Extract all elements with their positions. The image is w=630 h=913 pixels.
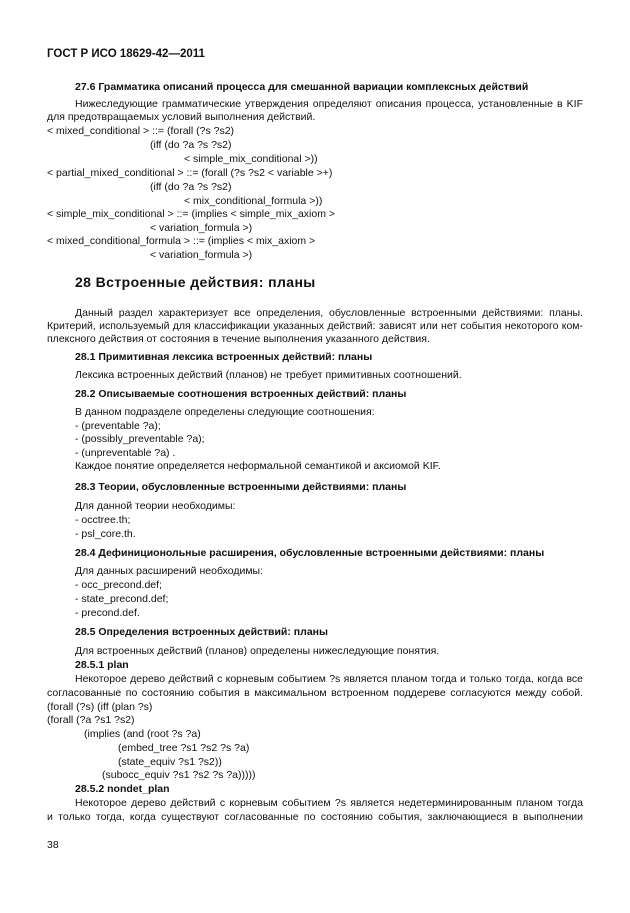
subsection-28-3-title: 28.3 Теории, обусловленные встроенными действиями: планы [75, 481, 407, 493]
grammar-line: < mixed_conditional_formula > ::= (implies < mix_axiom > [47, 235, 316, 247]
subsection-28-4-title: 28.4 Дефиниционольные расширения, обусловленные встроенными действиями: планы [75, 547, 545, 559]
list-item: - precond.def. [75, 607, 140, 619]
subsection-28-5-title: 28.5 Определения встроенных действий: планы [75, 626, 328, 638]
paragraph-line: согласованные по состоянию события в максимальном встроенном поддереве согласуются между собой. [47, 687, 583, 699]
grammar-line: < variation_formula >) [150, 222, 253, 234]
list-item: - psl_core.th. [75, 528, 136, 540]
paragraph-line: Нижеследующие грамматические утверждения определяют описания процесса, установленные в KIF [75, 98, 583, 110]
grammar-line: < mixed_conditional > ::= (forall (?s ?s2) [47, 125, 235, 137]
paragraph-line: Критерий, используемый для классификации указанных действий: зависят или нет события некоторого ком- [47, 320, 583, 332]
paragraph-line: Для данной теории необходимы: [75, 500, 236, 512]
paragraph-line: Для встроенных действий (планов) определены нижеследующие понятия. [75, 645, 440, 657]
paragraph-line: Каждое понятие определяется неформальной семантикой и аксиомой KIF. [75, 460, 441, 472]
kif-line: (subocc_equiv ?s1 ?s2 ?s ?a))))) [102, 769, 256, 781]
grammar-line: (iff (do ?a ?s ?s2) [150, 181, 232, 193]
grammar-line: < simple_mix_conditional > ::= (implies < simple_mix_axiom > [47, 208, 335, 220]
kif-line: (embed_tree ?s1 ?s2 ?s ?a) [118, 742, 250, 754]
kif-line: (forall (?s) (iff (plan ?s) [47, 701, 153, 713]
grammar-line: < partial_mixed_conditional > ::= (forall (?s ?s2 < variable >+) [47, 167, 333, 179]
page-number: 38 [47, 839, 59, 851]
subsection-28-1-title: 28.1 Примитивная лексика встроенных действий: планы [75, 351, 373, 363]
paragraph-line: Лексика встроенных действий (планов) не требует примитивных соотношений. [75, 369, 462, 381]
doc-header: ГОСТ Р ИСО 18629-42—2011 [47, 48, 205, 60]
grammar-line: < mix_conditional_formula >)) [184, 195, 323, 207]
paragraph-line: Некоторое дерево действий с корневым событием ?s является планом тогда и только тогда, когда все [75, 673, 583, 685]
kif-line: (state_equiv ?s1 ?s2)) [118, 756, 222, 768]
paragraph-line: для предотвращаемых условий выполнения действий. [47, 111, 316, 123]
paragraph-line: и только тогда, когда существуют согласованные по состоянию события, заключающиеся в выполнении [47, 811, 583, 823]
kif-line: (implies (and (root ?s ?a) [84, 728, 201, 740]
subsection-27-6-title: 27.6 Грамматика описаний процесса для смешанной вариации комплексных действий [75, 81, 529, 93]
list-item: - occ_precond.def; [75, 579, 162, 591]
subsection-28-2-title: 28.2 Описываемые соотношения встроенных действий: планы [75, 388, 407, 400]
list-item: - (unpreventable ?a) . [75, 447, 176, 459]
kif-line: (forall (?a ?s1 ?s2) [47, 714, 135, 726]
paragraph-line: Данный раздел характеризует все определения, обусловленные встроенными действиями: планы. [75, 307, 583, 319]
paragraph-line: плексного действия от состояния в течение выполнения указанного действия. [47, 333, 430, 345]
paragraph-line: В данном подразделе определены следующие соотношения: [75, 406, 375, 418]
list-item: - (possibly_preventable ?a); [75, 433, 205, 445]
list-item: - occtree.th; [75, 514, 131, 526]
list-item: - state_precond.def; [75, 593, 169, 605]
subsection-28-5-2-title: 28.5.2 nondet_plan [75, 783, 170, 795]
section-28-title: 28 Встроенные действия: планы [75, 274, 316, 290]
grammar-line: < variation_formula >) [150, 249, 253, 261]
list-item: - (preventable ?a); [75, 420, 161, 432]
grammar-line: (iff (do ?a ?s ?s2) [150, 139, 232, 151]
paragraph-line: Некоторое дерево действий с корневым событием ?s является недетерминированным планом тогда [75, 797, 583, 809]
subsection-28-5-1-title: 28.5.1 plan [75, 659, 129, 671]
grammar-line: < simple_mix_conditional >)) [184, 153, 318, 165]
paragraph-line: Для данных расширений необходимы: [75, 565, 264, 577]
